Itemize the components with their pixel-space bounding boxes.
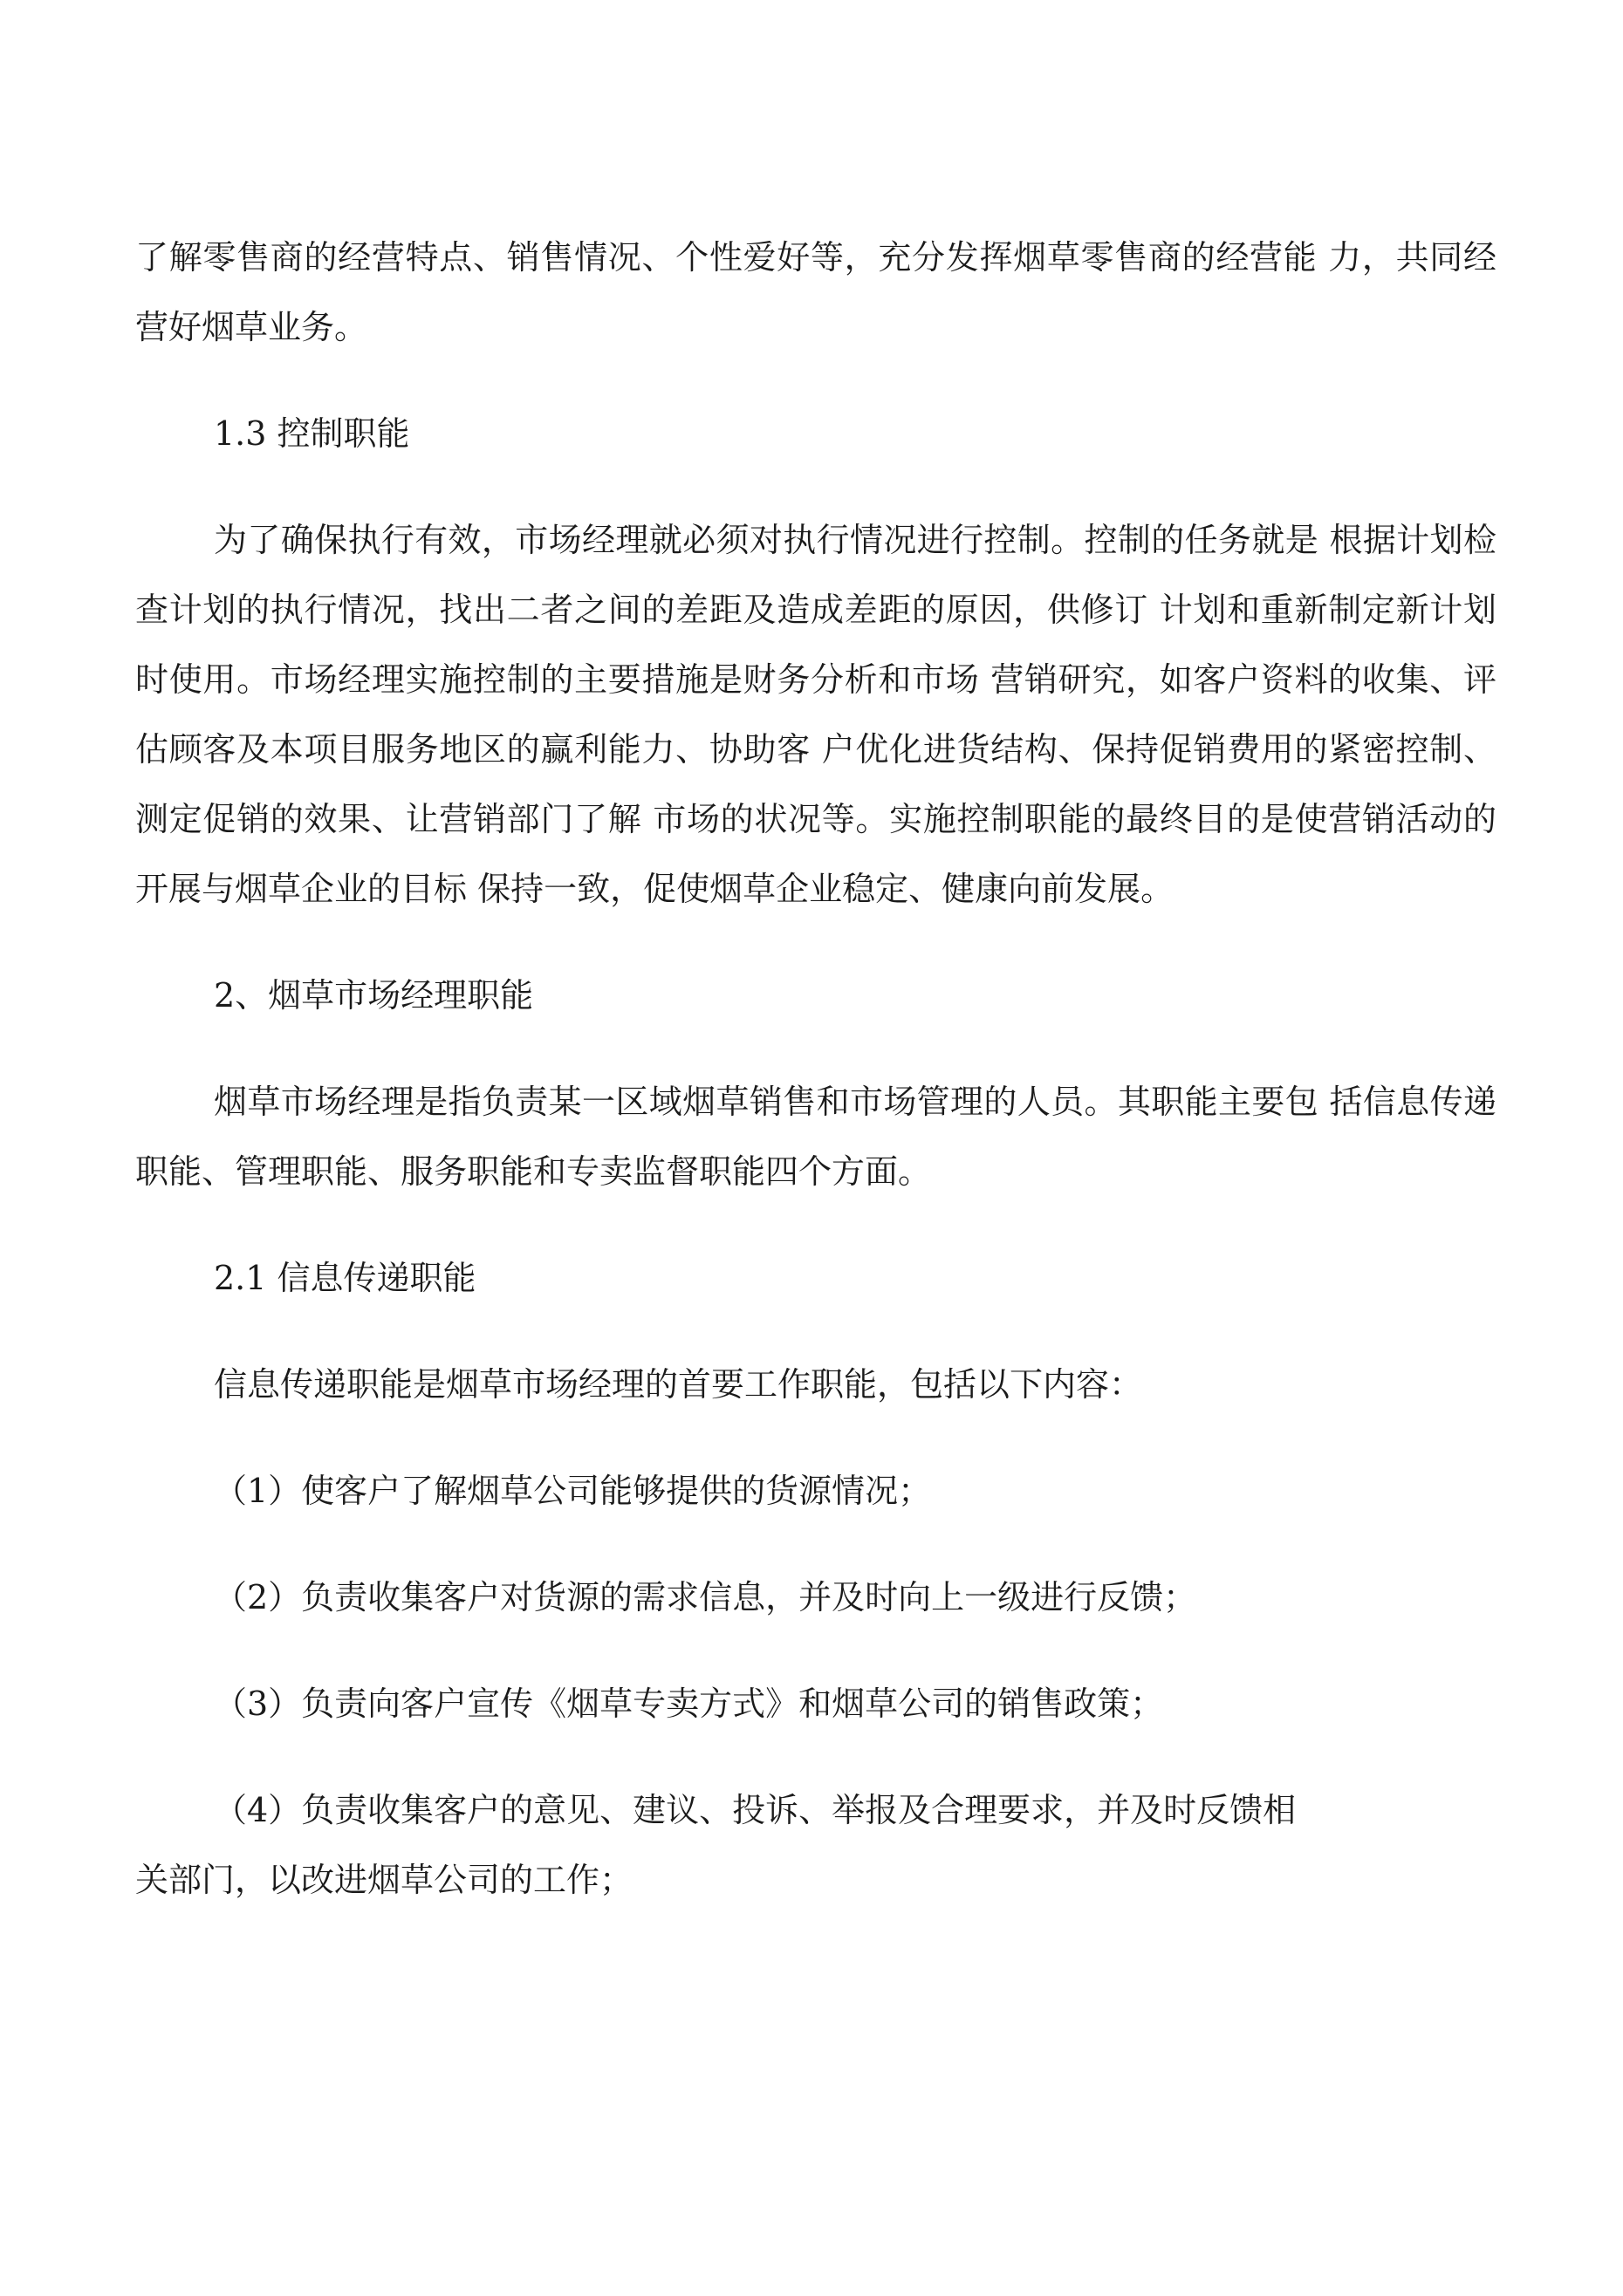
document-body (135, 222, 1496, 1915)
list-item-2: （2）负责收集客户对货源的需求信息，并及时向上一级进行反馈； (214, 1578, 1197, 1616)
paragraph-control-function: 为了确保执行有效，市场经理就必须对执行情况进行控制。控制的任务就是 根据计划检查计划的执行情况，找出二者之间的差距及造成差距的原因，供修订 计划和重新制定新计划时使用。市场经理实施控制的主要措施是财务分析和市场 营销研究，如客户资料的收集、评估顾客及本项目服务地区的赢利能力、协助客 户优化进货结构、保持促销费用的紧密控制、测定促销的效果、让营销部门了解 市场的状况等。实施控制职能的最终目的是使营销活动的开展与烟草企业的目标 保持一致，促使烟草企业稳定、健康向前发展。 (135, 521, 1496, 908)
list-item-4: （4）负责收集客户的意见、建议、投诉、举报及合理要求，并及时反馈相 (214, 1791, 1297, 1829)
section-heading-2-1: 2.1 信息传递职能 (214, 1259, 476, 1297)
list-item-3: （3）负责向客户宣传《烟草专卖方式》和烟草公司的销售政策； (214, 1684, 1164, 1723)
list-item-4-continuation: 关部门，以改进烟草公司的工作； (135, 1861, 633, 1899)
section-heading-1-3: 1.3 控制职能 (214, 414, 410, 453)
list-item-1: （1）使客户了解烟草公司能够提供的货源情况； (214, 1472, 932, 1510)
paragraph-market-manager-definition: 烟草市场经理是指负责某一区域烟草销售和市场管理的人员。其职能主要包 括信息传递职能、管理职能、服务职能和专卖监督职能四个方面。 (135, 1083, 1496, 1191)
paragraph-retailer-cooperation: 了解零售商的经营特点、销售情况、个性爱好等，充分发挥烟草零售商的经营能 力，共同经营好烟草业务。 (135, 238, 1496, 346)
paragraph-info-function-intro: 信息传递职能是烟草市场经理的首要工作职能，包括以下内容： (214, 1365, 1143, 1404)
section-heading-2: 2、烟草市场经理职能 (214, 976, 534, 1015)
